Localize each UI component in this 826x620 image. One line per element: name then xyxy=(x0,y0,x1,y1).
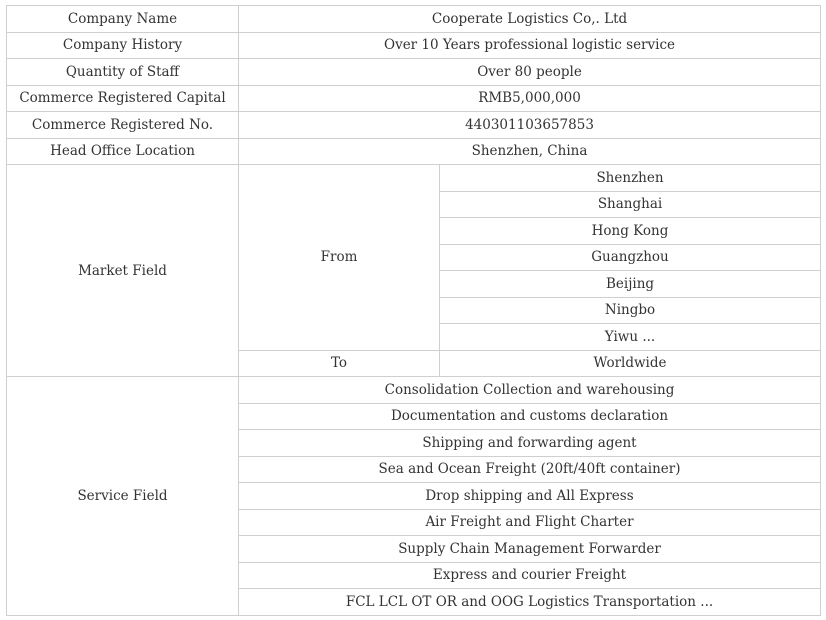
market-from-city: Hong Kong xyxy=(440,218,821,245)
row-value: RMB5,000,000 xyxy=(239,85,821,112)
row-label: Company History xyxy=(7,32,239,59)
table-row-registered-capital xyxy=(7,85,821,112)
market-from-city: Beijing xyxy=(440,271,821,298)
service-item: Drop shipping and All Express xyxy=(239,483,821,510)
table-row-service-item xyxy=(7,377,821,404)
company-info-table xyxy=(6,5,821,616)
service-field-label: Service Field xyxy=(7,377,239,616)
service-item: FCL LCL OT OR and OOG Logistics Transportation ... xyxy=(239,589,821,616)
market-to-label: To xyxy=(239,350,440,377)
row-value: Cooperate Logistics Co,. Ltd xyxy=(239,6,821,33)
table-row-staff-quantity xyxy=(7,59,821,86)
table-row-registered-no xyxy=(7,112,821,139)
row-label: Commerce Registered Capital xyxy=(7,85,239,112)
row-value: Over 10 Years professional logistic service xyxy=(239,32,821,59)
row-value: Over 80 people xyxy=(239,59,821,86)
market-from-city: Shenzhen xyxy=(440,165,821,192)
market-from-city: Shanghai xyxy=(440,191,821,218)
row-value: Shenzhen, China xyxy=(239,138,821,165)
service-item: Shipping and forwarding agent xyxy=(239,430,821,457)
service-item: Consolidation Collection and warehousing xyxy=(239,377,821,404)
market-to-value: Worldwide xyxy=(440,350,821,377)
service-item: Air Freight and Flight Charter xyxy=(239,509,821,536)
market-field-label: Market Field xyxy=(7,165,239,377)
table-row-company-name xyxy=(7,6,821,33)
table-row-head-office xyxy=(7,138,821,165)
market-from-city: Yiwu ... xyxy=(440,324,821,351)
service-item: Supply Chain Management Forwarder xyxy=(239,536,821,563)
service-item: Documentation and customs declaration xyxy=(239,403,821,430)
table-row-company-history xyxy=(7,32,821,59)
market-from-label: From xyxy=(239,165,440,351)
row-label: Head Office Location xyxy=(7,138,239,165)
market-from-city: Ningbo xyxy=(440,297,821,324)
table-row-market-city xyxy=(7,165,821,192)
market-from-city: Guangzhou xyxy=(440,244,821,271)
row-label: Commerce Registered No. xyxy=(7,112,239,139)
row-label: Quantity of Staff xyxy=(7,59,239,86)
service-item: Sea and Ocean Freight (20ft/40ft container) xyxy=(239,456,821,483)
service-item: Express and courier Freight xyxy=(239,562,821,589)
row-value: 440301103657853 xyxy=(239,112,821,139)
row-label: Company Name xyxy=(7,6,239,33)
